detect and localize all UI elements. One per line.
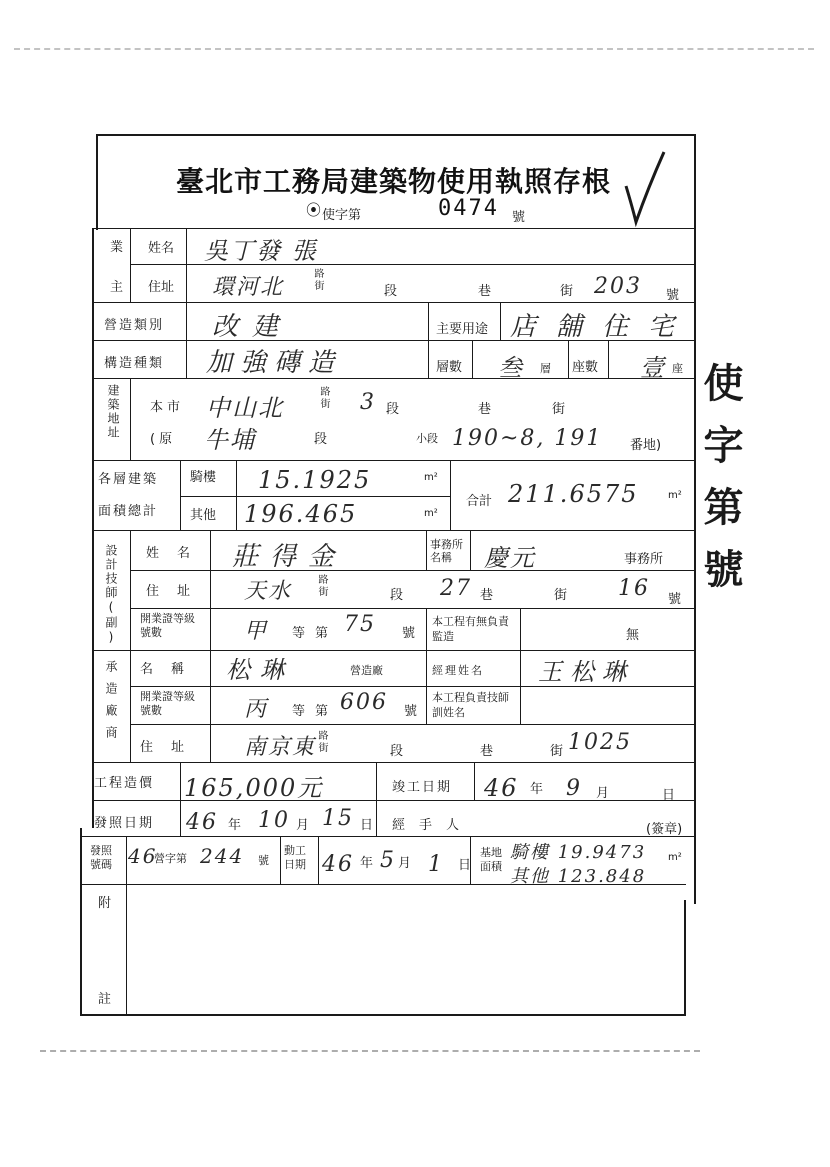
designer-section-label: 設計技師(副) <box>104 544 118 646</box>
contractor-license-grade-label: 等第 <box>292 704 339 719</box>
floors-value: 叁 <box>498 354 524 382</box>
permit-suffix: 號 <box>512 210 526 225</box>
frame-left-lower <box>80 828 82 1016</box>
structure-value: 加強磚造 <box>206 348 343 378</box>
other-label: 其他 <box>190 508 217 523</box>
issue-month: 10 <box>258 808 290 833</box>
contractor-addr-no: 1025 <box>568 730 632 755</box>
base-arcade: 騎樓 19.9473 <box>510 842 647 863</box>
row-line <box>92 650 696 651</box>
owner-sec-label: 段 <box>384 284 398 299</box>
contractor-addr-road: 南京東 <box>244 735 317 760</box>
area-label-top: 各層建築 <box>98 472 159 487</box>
site-lot-label: 番地) <box>630 438 662 453</box>
count-label: 座數 <box>572 360 599 375</box>
col-line <box>520 608 521 650</box>
base-area-label: 基地面積 <box>480 846 502 873</box>
remarks-label-top: 附 <box>98 896 112 911</box>
site-road: 中山北 <box>206 394 284 422</box>
sign-label: (簽章) <box>646 822 683 837</box>
frame-right <box>694 134 696 904</box>
count-unit: 座 <box>672 362 683 375</box>
issue-year-label: 年 <box>228 818 242 833</box>
cost-label: 工程造價 <box>94 776 155 791</box>
owner-name-value: 吳丁發 張 <box>204 237 318 265</box>
col-line <box>186 302 187 378</box>
base-unit: m² <box>668 852 682 863</box>
owner-road-label: 路街 <box>312 268 323 292</box>
build-permit-word: 營字第 <box>154 852 187 865</box>
done-month: 9 <box>566 776 582 801</box>
contractor-road-label: 路街 <box>316 730 327 754</box>
start-year: 46 <box>322 852 354 877</box>
count-value: 壹 <box>640 354 666 382</box>
col-line <box>180 762 181 836</box>
designer-license-grade: 甲 <box>244 619 269 644</box>
area-label-bottom: 面積總計 <box>98 504 159 519</box>
permit-prefix: 使字第 <box>322 208 362 223</box>
site-orig-value: 牛埔 <box>204 426 256 454</box>
col-line <box>428 340 429 378</box>
other-unit: m² <box>424 508 438 519</box>
total-unit: m² <box>668 490 682 501</box>
frame-bottom <box>80 1014 684 1016</box>
contractor-manager-value: 王松琳 <box>538 658 634 686</box>
check-mark <box>618 148 668 228</box>
contractor-addr-label: 住址 <box>140 740 203 755</box>
col-line <box>280 836 281 884</box>
site-lane-label: 巷 <box>478 402 492 417</box>
floors-label: 層數 <box>436 360 463 375</box>
row-line <box>92 530 696 531</box>
designer-road-label: 路街 <box>316 574 327 598</box>
frame-left <box>92 228 94 828</box>
floors-unit: 層 <box>540 362 551 375</box>
build-type-label: 營造類別 <box>104 318 165 333</box>
col-line <box>500 302 501 340</box>
site-lot: 190~8, 191 <box>452 426 603 451</box>
arcade-value: 15.1925 <box>258 466 372 494</box>
site-sec-label: 段 <box>386 402 400 417</box>
frame-top <box>96 134 696 136</box>
start-date-label: 動工日期 <box>284 844 306 871</box>
designer-no-label: 號 <box>668 592 682 607</box>
site-subsec-label: 小段 <box>416 432 438 445</box>
owner-addr-label: 住址 <box>148 280 175 295</box>
col-line <box>428 302 429 340</box>
col-line <box>520 650 521 724</box>
main-use-value: 店舖住宅 <box>510 312 695 342</box>
base-other: 其他 123.848 <box>510 866 647 887</box>
done-day-label: 日 <box>662 788 676 803</box>
owner-name-label: 姓名 <box>148 241 175 256</box>
site-orig-sec-label: 段 <box>314 432 328 447</box>
contractor-name-suffix: 營造廠 <box>350 664 383 677</box>
cost-value: 165,000元 <box>184 774 324 802</box>
col-line <box>130 228 131 302</box>
contractor-lane-label: 巷 <box>480 744 494 759</box>
build-type-value: 改建 <box>212 312 293 342</box>
col-line <box>426 530 427 570</box>
col-line <box>180 460 181 530</box>
col-line <box>126 884 127 1016</box>
owner-section-label-2: 主 <box>110 280 124 295</box>
contractor-st-label: 街 <box>550 744 564 759</box>
issue-day: 15 <box>322 806 354 831</box>
designer-addr-road: 天水 <box>244 579 293 604</box>
done-year: 46 <box>484 774 519 802</box>
done-year-label: 年 <box>530 782 544 797</box>
contractor-license-label: 開業證等級號數 <box>140 690 195 717</box>
row-line <box>92 378 696 379</box>
owner-st-label: 街 <box>560 284 574 299</box>
col-line <box>376 800 377 836</box>
contractor-section-label: 承造廠商 <box>104 660 118 748</box>
permit-number: 0474 <box>438 196 499 221</box>
permit-stamp-icon: ⦿ <box>306 201 322 219</box>
col-line <box>130 378 131 460</box>
designer-name-value: 莊得金 <box>232 542 347 572</box>
remarks-label-bottom: 註 <box>98 992 112 1007</box>
contractor-license-no-label: 號 <box>404 704 418 719</box>
designer-name-label: 姓名 <box>146 546 209 561</box>
designer-no-value: 16 <box>618 576 650 601</box>
frame-right-lower <box>684 900 686 1016</box>
scan-noise <box>14 48 814 51</box>
col-line <box>450 460 451 530</box>
frame-left-upper <box>96 134 98 230</box>
designer-supervise-value: 無 <box>626 628 640 643</box>
designer-sec-label: 段 <box>390 588 404 603</box>
designer-office-value: 慶元 <box>484 544 536 572</box>
start-month: 5 <box>380 848 396 873</box>
designer-addr-label: 住址 <box>146 584 209 599</box>
site-st-label: 街 <box>552 402 566 417</box>
arcade-label: 騎樓 <box>190 470 217 485</box>
designer-office-suffix: 事務所 <box>624 552 664 567</box>
col-line <box>130 530 131 762</box>
col-line <box>318 836 319 884</box>
col-line <box>474 762 475 800</box>
row-line <box>92 762 696 763</box>
site-orig-label: (原 <box>150 432 177 447</box>
issue-year: 46 <box>186 810 218 835</box>
row-line <box>180 496 450 497</box>
owner-no-label: 號 <box>666 288 680 303</box>
contractor-name-label: 名稱 <box>140 662 203 677</box>
designer-license-no: 75 <box>344 612 376 637</box>
col-line <box>472 340 473 378</box>
row-line <box>80 836 696 837</box>
row-line <box>130 724 696 725</box>
issue-date-label: 發照日期 <box>94 816 155 831</box>
contractor-sec-label: 段 <box>390 744 404 759</box>
total-label: 合計 <box>466 494 493 509</box>
start-year-label: 年 <box>360 856 374 871</box>
designer-st-label: 街 <box>554 588 568 603</box>
margin-text: 使字第號 <box>697 362 744 610</box>
designer-lane-label: 巷 <box>480 588 494 603</box>
owner-lane-label: 巷 <box>478 284 492 299</box>
issue-day-label: 日 <box>360 818 374 833</box>
start-day: 1 <box>428 852 444 877</box>
designer-lane-value: 27 <box>440 576 472 601</box>
designer-license-grade-label: 等第 <box>292 626 339 641</box>
col-line <box>236 460 237 530</box>
build-permit-label: 發照號碼 <box>90 844 112 871</box>
col-line <box>376 762 377 800</box>
col-line <box>426 650 427 724</box>
contractor-tech-label: 本工程負責技師訓姓名 <box>432 691 509 719</box>
contractor-license-grade: 丙 <box>244 697 269 722</box>
row-line <box>92 228 696 229</box>
owner-addr-road: 環河北 <box>212 275 285 300</box>
row-line <box>130 570 696 571</box>
structure-label: 構造種類 <box>104 356 165 371</box>
row-line <box>130 608 696 609</box>
scan-noise <box>40 1050 700 1053</box>
handler-label: 經手人 <box>392 818 474 833</box>
contractor-manager-label: 經理姓名 <box>432 664 484 677</box>
arcade-unit: m² <box>424 472 438 483</box>
col-line <box>568 340 569 378</box>
col-line <box>608 340 609 378</box>
build-permit-pre: 46 <box>128 844 158 868</box>
done-month-label: 月 <box>596 786 610 801</box>
site-city: 本市 <box>150 400 185 415</box>
row-line <box>92 460 696 461</box>
build-permit-no-label: 號 <box>258 854 269 867</box>
contractor-name-value: 松琳 <box>226 656 294 684</box>
designer-license-label: 開業證等級號數 <box>140 612 195 639</box>
col-line <box>426 608 427 650</box>
row-line <box>92 302 696 303</box>
issue-month-label: 月 <box>296 818 310 833</box>
col-line <box>126 836 127 884</box>
owner-section-label-1: 業 <box>110 240 124 255</box>
designer-license-no-label: 號 <box>402 626 416 641</box>
designer-office-label: 事務所名稱 <box>430 538 463 564</box>
designer-supervise-label: 本工程有無負責監造 <box>432 615 509 643</box>
col-line <box>210 530 211 762</box>
total-value: 211.6575 <box>508 480 639 508</box>
col-line <box>186 228 187 302</box>
contractor-license-no: 606 <box>340 690 388 715</box>
start-month-label: 月 <box>398 856 412 871</box>
main-use-label: 主要用途 <box>436 322 489 337</box>
site-label: 建築地址 <box>106 384 120 440</box>
page-title: 臺北市工務局建築物使用執照存根 <box>176 165 612 198</box>
site-road-label: 路街 <box>318 386 329 410</box>
start-day-label: 日 <box>458 858 472 873</box>
done-date-label: 竣工日期 <box>392 780 453 795</box>
build-permit-no: 244 <box>200 844 245 868</box>
other-value: 196.465 <box>244 500 358 528</box>
owner-addr-no: 203 <box>594 274 642 299</box>
col-line <box>470 530 471 570</box>
site-section: 3 <box>360 390 376 415</box>
